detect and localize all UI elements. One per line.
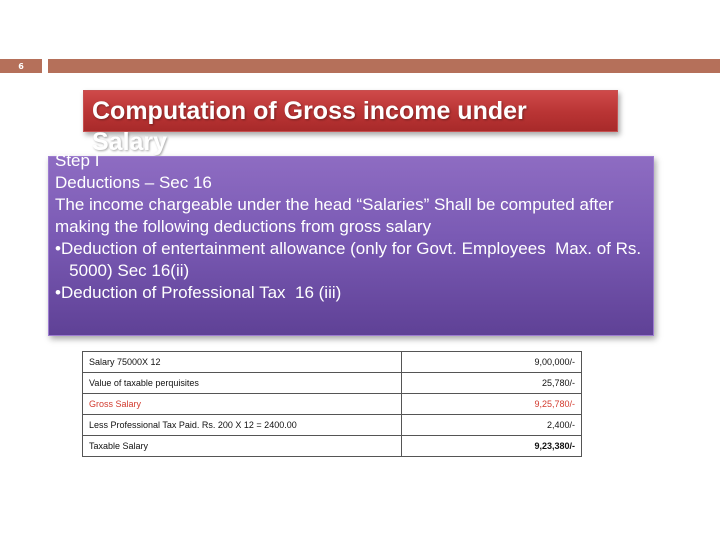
content-line-step: Step I	[55, 151, 100, 170]
table-cell-amount: 2,400/-	[402, 415, 582, 436]
table-cell-label: Salary 75000X 12	[83, 352, 402, 373]
table-row-taxable	[83, 436, 582, 457]
table-cell-amount: 25,780/-	[402, 373, 582, 394]
table-cell-amount: 9,23,380/-	[402, 436, 582, 457]
table-cell-label: Less Professional Tax Paid. Rs. 200 X 12 = 2400.00	[83, 415, 402, 436]
slide-title: Computation of Gross income under Salary	[92, 97, 527, 156]
slide-number: 6	[18, 61, 24, 71]
content-line-entertainment: •Deduction of entertainment allowance (only for Govt. Employees Max. of Rs.	[55, 239, 642, 258]
table-row	[83, 373, 582, 394]
table-row-gross	[83, 394, 582, 415]
salary-table-wrap	[82, 351, 582, 457]
table-cell-amount: 9,25,780/-	[402, 394, 582, 415]
content-line-income: The income chargeable under the head “Salaries” Shall be computed after making the following deductions from gross salary	[55, 195, 619, 236]
table-cell-label: Value of taxable perquisites	[83, 373, 402, 394]
table-cell-amount: 9,00,000/-	[402, 352, 582, 373]
salary-table	[82, 351, 582, 457]
top-bar-right	[48, 59, 720, 73]
table-cell-label: Taxable Salary	[83, 436, 402, 457]
content-line-professional-tax: •Deduction of Professional Tax 16 (iii)	[55, 283, 342, 302]
table-row	[83, 352, 582, 373]
content-text	[55, 150, 651, 304]
content-line-section: 5000) Sec 16(ii)	[55, 261, 190, 280]
content-line-deductions: Deductions – Sec 16	[55, 173, 212, 192]
table-row	[83, 415, 582, 436]
table-cell-label: Gross Salary	[83, 394, 402, 415]
